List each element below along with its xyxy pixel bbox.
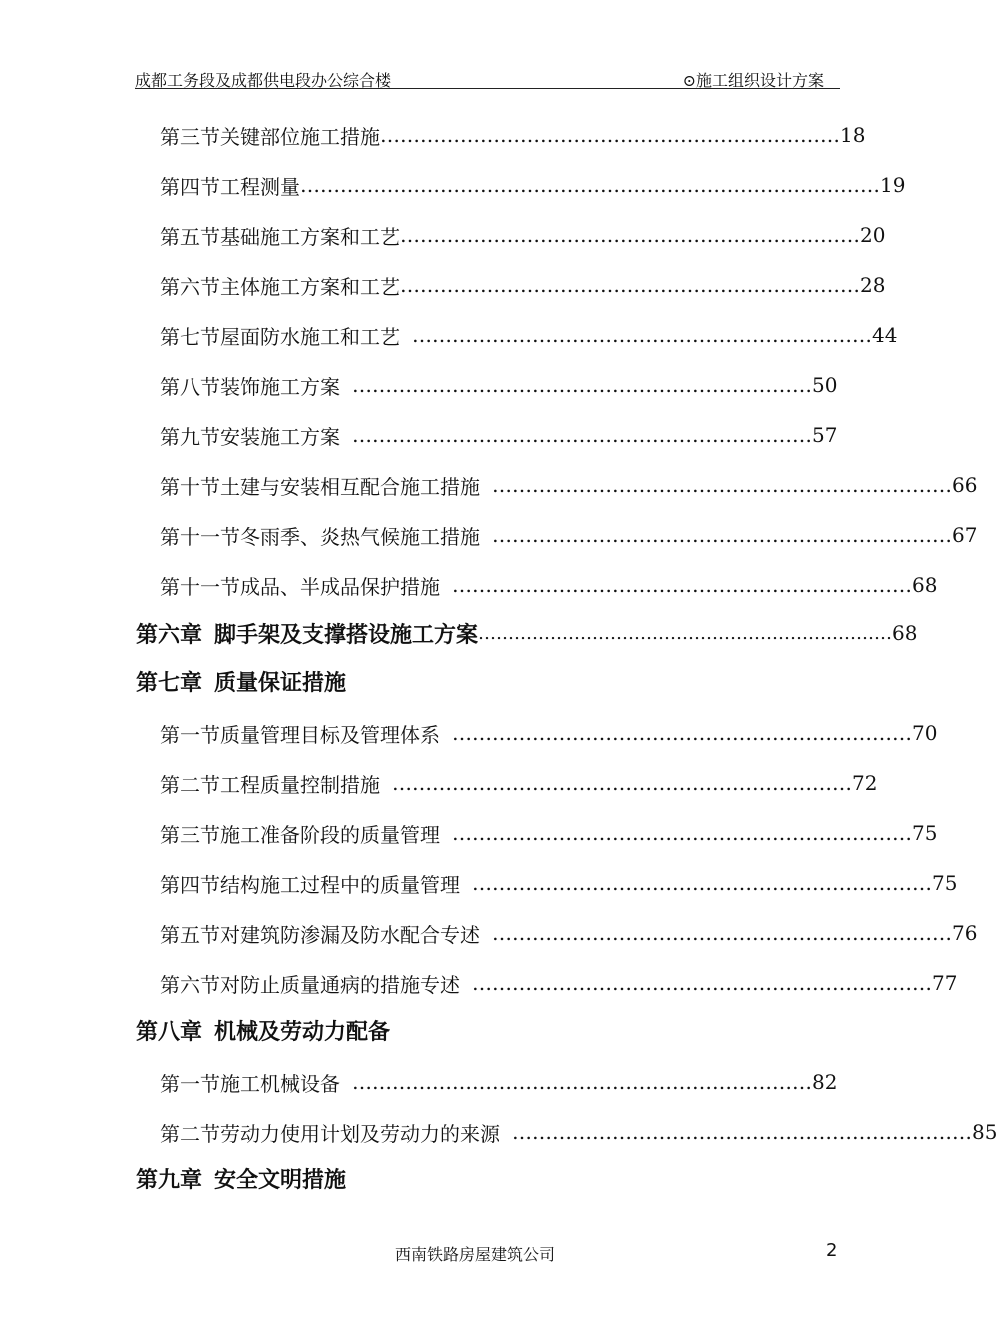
toc-section-number: 第十一节: [160, 524, 240, 549]
toc-page-number: 82: [812, 1070, 838, 1094]
toc-chapter-title: 脚手架及支撑搭设施工方案: [214, 622, 479, 648]
toc-entry-title: 对建筑防渗漏及防水配合专述: [220, 922, 480, 947]
toc-page-number: 18: [840, 123, 866, 147]
toc-section-number: 第二节: [160, 772, 220, 797]
toc-section-number: 第七节: [160, 324, 220, 349]
toc-entry-title: 施工机械设备: [220, 1071, 340, 1096]
toc-leader-dots: ……………………………………………………………: [400, 223, 860, 247]
toc-chapter-number: 第七章: [136, 670, 203, 696]
toc-entry[interactable]: [160, 220, 886, 250]
toc-page-number: 75: [932, 871, 958, 895]
toc-page-number: 85: [972, 1120, 997, 1144]
toc-entry[interactable]: [160, 768, 878, 798]
toc-chapter-number: 第九章: [136, 1167, 203, 1193]
toc-chapter-number: 第八章: [136, 1019, 203, 1045]
toc-page-number: 57: [812, 423, 838, 447]
toc-section-number: 第四节: [160, 872, 220, 897]
toc-leader-dots: ……………………………………………………………: [472, 971, 932, 995]
toc-section-number: 第八节: [160, 374, 220, 399]
toc-page-number: 44: [872, 323, 898, 347]
toc-leader-dots: ……………………………………………………………: [400, 273, 860, 297]
toc-entry[interactable]: [160, 520, 978, 550]
toc-entry[interactable]: [160, 968, 958, 998]
toc-leader-dots: ……………………………………………………………: [492, 523, 952, 547]
toc-chapter-heading[interactable]: [136, 1015, 801, 1045]
toc-leader-dots: ……………………………………………………………: [412, 323, 872, 347]
toc-page-number: 68: [912, 573, 938, 597]
toc-entry[interactable]: [160, 868, 958, 898]
toc-page-number: 68: [892, 621, 918, 645]
toc-section-number: 第五节: [160, 224, 220, 249]
toc-leader-dots: ……………………………………………………………: [472, 871, 932, 895]
toc-page-number: 77: [932, 971, 958, 995]
toc-section-number: 第三节: [160, 124, 220, 149]
toc-chapter-heading[interactable]: [136, 1163, 801, 1193]
toc-page-number: 75: [912, 821, 938, 845]
toc-entry[interactable]: [160, 570, 938, 600]
toc-entry[interactable]: [160, 1117, 997, 1147]
toc-page-number: 76: [952, 921, 978, 945]
toc-leader-dots: ……………………………………………………………: [452, 721, 912, 745]
toc-chapter-entry[interactable]: [136, 618, 918, 648]
toc-page-number: 66: [952, 473, 978, 497]
toc-entry-title: 施工准备阶段的质量管理: [220, 822, 440, 847]
header-document-title: ⊙施工组织设计方案: [682, 71, 824, 90]
toc-entry-title: 成品、半成品保护措施: [240, 574, 440, 599]
toc-page-number: 28: [860, 273, 886, 297]
toc-section-number: 第九节: [160, 424, 220, 449]
toc-leader-dots: ……………………………………………………………: [352, 373, 812, 397]
toc-entry-title: 土建与安装相互配合施工措施: [220, 474, 480, 499]
toc-entry-title: 装饰施工方案: [220, 374, 340, 399]
toc-chapter-number: 第六章: [136, 622, 203, 648]
toc-leader-dots: ……………………………………………………………: [512, 1120, 972, 1144]
toc-leader-dots: ……………………………………………………………: [352, 423, 812, 447]
toc-section-number: 第三节: [160, 822, 220, 847]
footer-page-number: 2: [826, 1240, 838, 1261]
toc-section-number: 第六节: [160, 972, 220, 997]
toc-chapter-title: 机械及劳动力配备: [214, 1019, 391, 1045]
toc-entry-title: 主体施工方案和工艺: [220, 274, 400, 299]
toc-entry[interactable]: [160, 270, 886, 300]
toc-entry-title: 安装施工方案: [220, 424, 340, 449]
toc-leader-dots: ……………………………………………………………: [478, 622, 893, 644]
toc-entry[interactable]: [160, 120, 866, 150]
toc-leader-dots: ……………………………………………………………: [492, 473, 952, 497]
toc-leader-dots: ……………………………………………………………: [352, 1070, 812, 1094]
header-project-name: 成都工务段及成都供电段办公综合楼: [135, 71, 392, 90]
toc-entry[interactable]: [160, 718, 938, 748]
toc-section-number: 第十一节: [160, 574, 240, 599]
toc-leader-dots: ……………………………………………………………: [392, 771, 852, 795]
toc-page-number: 67: [952, 523, 978, 547]
toc-page-number: 72: [852, 771, 878, 795]
footer-company-name: 西南铁路房屋建筑公司: [394, 1245, 555, 1264]
toc-entry-title: 基础施工方案和工艺: [220, 224, 400, 249]
toc-leader-dots: ……………………………………………………………: [452, 821, 912, 845]
toc-section-number: 第六节: [160, 274, 220, 299]
toc-page-number: 70: [912, 721, 938, 745]
toc-entry[interactable]: [160, 420, 838, 450]
toc-entry[interactable]: [160, 320, 898, 350]
toc-chapter-heading[interactable]: [136, 666, 801, 696]
toc-section-number: 第一节: [160, 1071, 220, 1096]
toc-entry-title: 劳动力使用计划及劳动力的来源: [220, 1121, 500, 1146]
toc-chapter-title: 质量保证措施: [214, 670, 347, 696]
toc-entry[interactable]: [160, 918, 978, 948]
toc-entry-title: 质量管理目标及管理体系: [220, 722, 440, 747]
toc-section-number: 第五节: [160, 922, 220, 947]
toc-entry[interactable]: [160, 818, 938, 848]
toc-chapter-title: 安全文明措施: [214, 1167, 347, 1193]
toc-page-number: 19: [880, 173, 906, 197]
toc-entry-title: 冬雨季、炎热气候施工措施: [240, 524, 480, 549]
toc-entry[interactable]: [160, 370, 838, 400]
toc-leader-dots: ……………………………………………………………: [380, 123, 840, 147]
toc-section-number: 第四节: [160, 174, 220, 199]
toc-entry-title: 工程质量控制措施: [220, 772, 380, 797]
toc-entry-title: 工程测量: [220, 174, 300, 199]
toc-page-number: 20: [860, 223, 886, 247]
toc-entry-title: 关键部位施工措施: [220, 124, 380, 149]
toc-section-number: 第一节: [160, 722, 220, 747]
toc-entry[interactable]: [160, 1067, 838, 1097]
toc-section-number: 第十节: [160, 474, 220, 499]
toc-leader-dots: ……………………………………………………………………………: [300, 173, 880, 197]
toc-leader-dots: ……………………………………………………………: [492, 921, 952, 945]
toc-entry[interactable]: [160, 170, 906, 200]
toc-entry-title: 结构施工过程中的质量管理: [220, 872, 460, 897]
toc-leader-dots: ……………………………………………………………: [452, 573, 912, 597]
toc-entry-title: 屋面防水施工和工艺: [220, 324, 400, 349]
toc-section-number: 第二节: [160, 1121, 220, 1146]
toc-entry[interactable]: [160, 470, 978, 500]
toc-entry-title: 对防止质量通病的措施专述: [220, 972, 460, 997]
toc-page-number: 50: [812, 373, 838, 397]
